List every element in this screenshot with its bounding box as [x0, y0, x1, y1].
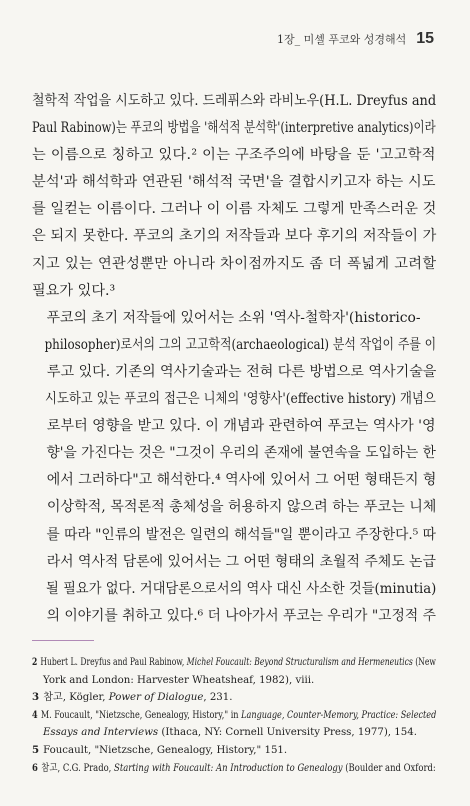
footnotes	[32, 654, 436, 777]
footnote-text: Starting with Foucault: An Introduction to Genealogy	[114, 762, 343, 774]
running-header	[277, 30, 434, 48]
footnote-text: , 231.	[203, 692, 233, 704]
body-text	[32, 88, 436, 630]
footnote	[32, 707, 437, 725]
text-line: 를 따라 "인류의 발전은 일련의 해석들"일 뿐이라고 주장한다.⁵ 따	[46, 526, 436, 543]
footnote-divider	[32, 640, 94, 641]
text-line: 는 이름으로 칭하고 있다.² 이는 구조주의에 바탕을 둔 '고고학적	[32, 147, 436, 164]
footnote-text: (Boulder and Oxford:	[342, 762, 436, 774]
text-line: 에서 그러하다"고 해석한다.⁴ 역사에 있어서 그 어떤 형태든지 형	[46, 472, 437, 489]
footnote	[32, 742, 436, 760]
text-line: 이상학적, 목적론적 총체성을 허용하지 않으려 하는 푸코는 니체	[46, 499, 437, 516]
footnote-text: Foucault, "Nietzsche, Genealogy, History," 151.	[43, 744, 288, 756]
text-line: 은 되지 못한다. 푸코의 초기의 저작들과 보다 후기의 저작들이 가	[32, 228, 437, 245]
footnote-text: Hubert L. Dreyfus and Paul Rabinow,	[40, 657, 187, 668]
footnote-continuation	[32, 672, 436, 690]
footnote	[32, 654, 436, 672]
paragraph-1	[32, 88, 436, 305]
text-line: 지고 있는 연관성뿐만 아니라 차이점까지도 좀 더 폭넓게 고려할	[32, 255, 437, 272]
footnote-text: 참고, Kögler,	[43, 692, 109, 704]
text-line: 를 일컫는 이름이다. 그러나 이 이름 자체도 그렇게 만족스러운 것	[32, 201, 437, 218]
footnote-text: (Ithaca, NY: Cornell University Press, 1977), 154.	[158, 727, 417, 739]
footnote-number: 6	[32, 761, 38, 774]
text-line: Paul Rabinow)는 푸코의 방법을 '해석적 분석학'(interpretive analytics)이라	[32, 120, 436, 137]
footnote-continuation	[32, 724, 436, 742]
page-number: 15	[416, 30, 434, 47]
footnote-number: 5	[32, 743, 40, 756]
text-line: 푸코의 초기 저작들에 있어서는 소위 '역사-철학자'(historico-	[46, 309, 421, 326]
text-line: 로부터 영향을 받고 있다. 이 개념과 관련하여 푸코는 역사가 '영	[46, 418, 436, 435]
text-line: 의 이야기를 취하고 있다.⁶ 더 나아가서 푸코는 우리가 "고정적 주	[46, 607, 436, 624]
footnote-text: Michel Foucault: Beyond Structuralism and Hermeneutics	[186, 657, 413, 668]
footnote-continuation-text: York and London: Harvester Wheatsheaf, 1982), viii.	[43, 674, 315, 686]
text-line: 향'을 가진다는 것은 "그것이 우리의 존재에 불연속을 도입하는 한	[46, 445, 436, 462]
footnote-text: Essays and Interviews	[43, 727, 159, 739]
footnote-continuation-text	[32, 727, 417, 738]
text-line: 분석'과 해석학과 연관된 '해석적 국면'을 결합시키고자 하는 시도	[32, 174, 436, 191]
footnote-number: 2	[32, 656, 38, 668]
footnote-text: (New	[412, 657, 436, 668]
text-line: 철학적 작업을 시도하고 있다. 드레퓌스와 라비노우(H.L. Dreyfus and	[32, 93, 437, 109]
footnote-text: Power of Dialogue	[108, 692, 204, 704]
footnote-number: 3	[32, 691, 40, 704]
footnote-text: M. Foucault, "Nietzsche, Genealogy, History," in	[40, 709, 242, 721]
footnote-text: 참고, C.G. Prado,	[41, 762, 115, 774]
paragraph-2	[32, 305, 436, 630]
text-line: 시도하고 있는 푸코의 접근은 니체의 '영향사'(effective history) 개념으	[45, 391, 436, 408]
text-line: 될 필요가 없다. 거대담론으로서의 역사 대신 사소한 것들(minutia)	[46, 580, 437, 597]
text-line: 루고 있다. 기존의 역사기술과는 전혀 다른 방법으로 역사기술을	[46, 363, 437, 380]
text-line: philosopher)로서의 그의 고고학적(archaeological) 분석 작업이 주를 이	[44, 336, 437, 353]
footnote	[32, 760, 436, 778]
footnote	[32, 689, 436, 707]
text-line: 필요가 있다.³	[32, 282, 116, 299]
footnote-number: 4	[32, 708, 38, 721]
text-line: 라서 역사적 담론에 있어서는 그 어떤 형태의 초월적 주체도 논급	[46, 553, 436, 570]
chapter-title: 1장_ 미셸 푸코와 성경해석	[276, 33, 407, 46]
footnote-text: Language, Counter-Memory, Practice: Selected	[241, 709, 437, 721]
